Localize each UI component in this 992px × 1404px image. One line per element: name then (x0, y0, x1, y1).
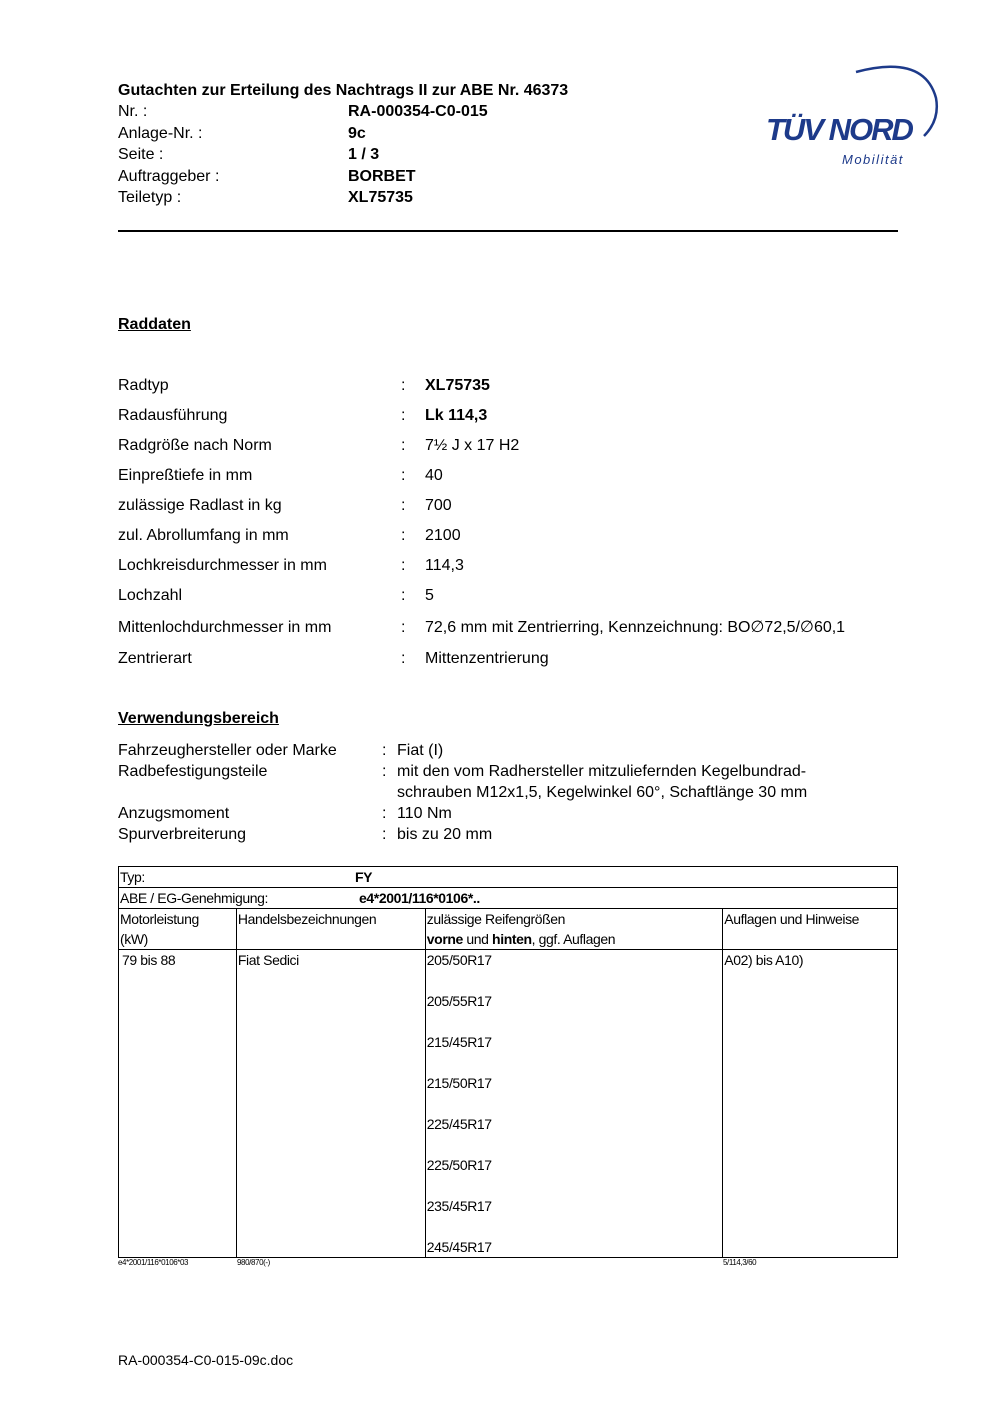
verwendung-value: bis zu 20 mm (397, 826, 493, 843)
header-value: XL75735 (348, 189, 413, 206)
colon: : (382, 805, 387, 822)
verwendung-label: Fahrzeughersteller oder Marke (118, 742, 337, 759)
colon: : (401, 527, 406, 544)
section-title-verwendungsbereich: Verwendungsbereich (118, 710, 279, 727)
abe-label: ABE / EG-Genehmigung: (120, 890, 269, 906)
verwendung-label: Anzugsmoment (118, 805, 230, 822)
col-header-notes: Auflagen und Hinweise (723, 909, 898, 950)
header-value: 9c (348, 125, 366, 142)
verwendung-label: Spurverbreiterung (118, 826, 247, 843)
colon: : (382, 826, 387, 843)
colon: : (401, 467, 406, 484)
colon: : (401, 619, 406, 636)
table-header-row (119, 909, 898, 950)
typ-value: FY (355, 869, 373, 885)
verwendung-value: schrauben M12x1,5, Kegelwinkel 60°, Schaftlänge 30 mm (397, 784, 808, 801)
colon: : (401, 437, 406, 454)
notes-cell: A02) bis A10) (723, 950, 898, 1258)
name-cell: Fiat Sedici (236, 950, 425, 1258)
tuev-nord-logo (764, 58, 944, 178)
footer-filename: RA-000354-C0-015-09c.doc (118, 1352, 294, 1368)
small-code: 5/114,3/60 (723, 1258, 757, 1267)
colon: : (401, 497, 406, 514)
raddaten-label: Radtyp (118, 377, 169, 394)
header-value: BORBET (348, 168, 416, 185)
tyre-size: 205/50R17 (426, 952, 492, 968)
raddaten-value: 5 (425, 587, 434, 604)
hinten-text: hinten (492, 931, 532, 947)
raddaten-value: 72,6 mm mit Zentrierring, Kennzeichnung: BO∅72,5/∅60,1 (425, 619, 846, 636)
header-label: Seite : (118, 146, 164, 163)
raddaten-value: 2100 (425, 527, 461, 544)
abe-value: e4*2001/116*0106*.. (359, 890, 480, 906)
header-divider (118, 230, 898, 232)
header-value: 1 / 3 (348, 146, 380, 163)
header-label: Nr. : (118, 103, 148, 120)
raddaten-label: Lochkreisdurchmesser in mm (118, 557, 327, 574)
colon: : (382, 742, 387, 759)
raddaten-value: Mittenzentrierung (425, 650, 549, 667)
header-label: Auftraggeber : (118, 168, 220, 185)
und-text: und (462, 931, 493, 947)
col-header-power (119, 909, 237, 950)
verwendung-label: Radbefestigungsteile (118, 763, 268, 780)
verwendung-value: 110 Nm (397, 805, 452, 822)
tyre-size: 205/55R17 (426, 993, 492, 1009)
logo-sub-text: Mobilität (842, 152, 904, 167)
tyre-size: 235/45R17 (426, 1198, 492, 1214)
raddaten-value: 114,3 (425, 557, 464, 574)
colon: : (382, 763, 387, 780)
tyre-size: 215/50R17 (426, 1075, 492, 1091)
verwendung-value: Fiat (I) (397, 742, 444, 759)
colon: : (401, 587, 406, 604)
raddaten-value: 40 (425, 467, 443, 484)
tyres-cell (425, 950, 722, 1258)
table-row-typ (119, 867, 898, 888)
colon: : (401, 407, 406, 424)
small-code: e4*2001/116*0106*03 (118, 1258, 189, 1267)
raddaten-label: zulässige Radlast in kg (118, 497, 282, 514)
col-header-text: Motorleistung (120, 911, 199, 927)
col-header-tyres (425, 909, 722, 950)
raddaten-label: Radausführung (118, 407, 228, 424)
tyre-size: 225/45R17 (426, 1116, 492, 1132)
section-title-raddaten: Raddaten (118, 316, 191, 333)
raddaten-label: Radgröße nach Norm (118, 437, 272, 454)
table-row-abe (119, 888, 898, 909)
document-title: Gutachten zur Erteilung des Nachtrags II zur ABE Nr. 46373 (118, 82, 569, 99)
tuev-nord-logo-graphic (764, 58, 944, 178)
typ-cell (119, 867, 898, 888)
header-label: Anlage-Nr. : (118, 125, 203, 142)
logo-brand-text: TÜV NORD (766, 112, 912, 147)
raddaten-value: Lk 114,3 (425, 407, 488, 424)
raddaten-label: zul. Abrollumfang in mm (118, 527, 289, 544)
colon: : (401, 650, 406, 667)
raddaten-label: Einpreßtiefe in mm (118, 467, 253, 484)
raddaten-label: Zentrierart (118, 650, 192, 667)
vorne-text: vorne (426, 931, 463, 947)
vehicle-table (118, 866, 898, 1258)
power-cell: 79 bis 88 (119, 950, 237, 1258)
typ-label: Typ: (120, 869, 145, 885)
rest-text: , ggf. Auflagen (531, 931, 616, 947)
tyre-size: 245/45R17 (426, 1239, 492, 1255)
colon: : (401, 557, 406, 574)
col-header-text: zulässige Reifengrößen (426, 911, 566, 927)
raddaten-value: XL75735 (425, 377, 490, 394)
verwendung-value: mit den vom Radhersteller mitzuliefernden Kegelbundrad- (397, 763, 807, 780)
header-value: RA-000354-C0-015 (348, 103, 488, 120)
raddaten-value: 700 (425, 497, 452, 514)
tyre-size: 215/45R17 (426, 1034, 492, 1050)
table-row (119, 950, 898, 1258)
tyre-size: 225/50R17 (426, 1157, 492, 1173)
abe-cell (119, 888, 898, 909)
col-header-text (427, 929, 721, 949)
col-header-text: (kW) (120, 931, 148, 947)
raddaten-value: 7½ J x 17 H2 (425, 437, 520, 454)
raddaten-label: Lochzahl (118, 587, 183, 604)
colon: : (401, 377, 406, 394)
raddaten-label: Mittenlochdurchmesser in mm (118, 619, 332, 636)
header-label: Teiletyp : (118, 189, 182, 206)
col-header-names: Handelsbezeichnungen (236, 909, 425, 950)
small-code: 980/870(-) (237, 1258, 270, 1267)
